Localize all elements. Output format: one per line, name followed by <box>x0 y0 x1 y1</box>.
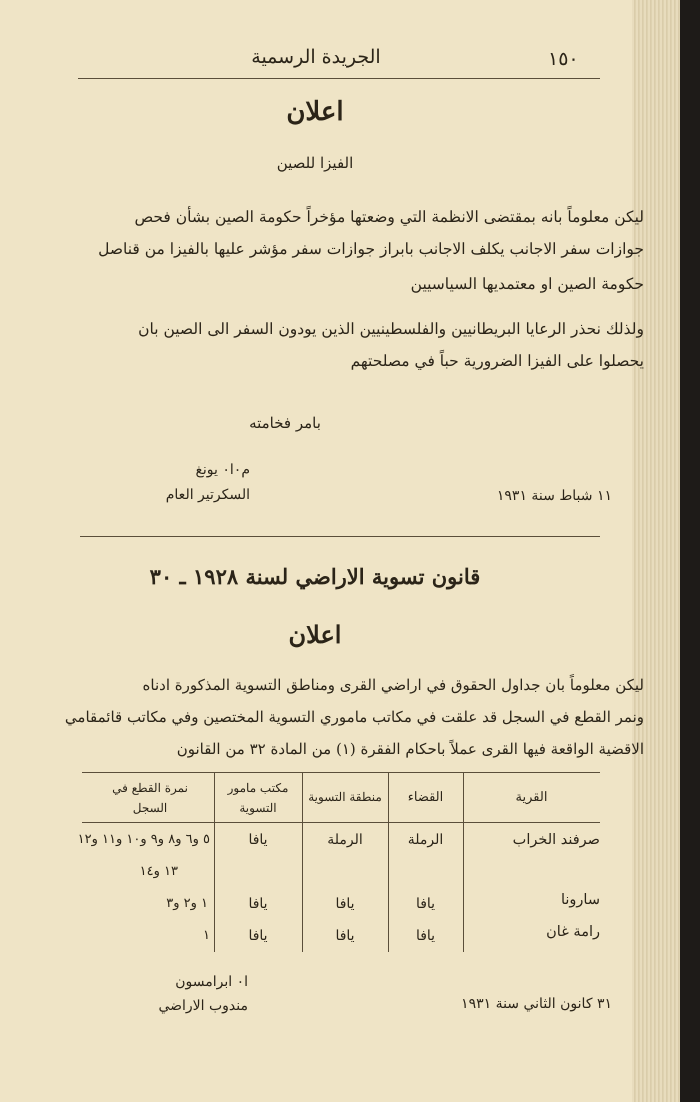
paragraph-line: ليكن معلوماً بان جداول الحقوق في اراضي القرى ومناطق التسوية المذكورة ادناه <box>142 676 644 694</box>
table-cell: ١ <box>203 928 210 943</box>
table-header-cell: مكتب مامور التسوية <box>227 781 289 815</box>
table-cell: يافا <box>415 928 436 944</box>
table-header-rule <box>82 822 600 823</box>
table-cell: ١ و٢ و٣ <box>166 896 208 911</box>
book-page-edges <box>632 0 680 1102</box>
table-cell: صرفند الخراب <box>512 832 600 848</box>
table-cell: يافا <box>415 896 436 912</box>
section-divider <box>80 536 600 537</box>
signatory-name: م٠ا٠ يونغ <box>195 462 250 478</box>
page-number: ١٥٠ <box>548 48 579 70</box>
table-cell: رامة غان <box>546 924 600 940</box>
table-cell: الرملة <box>327 832 363 848</box>
table-cell: الرملة <box>407 832 444 848</box>
table-header-cell: القضاء <box>407 790 444 805</box>
notice-subheading: الفيزا للصين <box>276 154 354 172</box>
signatory-title: السكرتير العام <box>165 487 250 503</box>
journal-title: الجريدة الرسمية <box>251 46 381 68</box>
table-cell: يافا <box>248 896 268 912</box>
signatory-name: ا٠ ابرامسون <box>175 974 248 990</box>
paragraph-line: الاقضية الواقعة فيها القرى عملاً باحكام الفقرة (١) من المادة ٣٢ من القانون <box>176 740 644 758</box>
law-title: قانون تسوية الاراضي لسنة ١٩٢٨ ـ ٣٠ <box>149 564 481 589</box>
header-rule <box>78 78 600 79</box>
table-column-divider <box>214 772 215 952</box>
paragraph-line: يحصلوا على الفيزا الضرورية حباً في مصلحتهم <box>350 352 644 370</box>
notice-date: ١١ شباط سنة ١٩٣١ <box>496 488 612 504</box>
table-header-cell: نمرة القطع في السجل <box>112 781 188 815</box>
order-line: بامر فخامته <box>249 414 321 432</box>
paragraph-line: ولذلك نحذر الرعايا البريطانيين والفلسطينيين الذين يودون السفر الى الصين بان <box>138 320 644 338</box>
table-cell: ٥ و٦ و٨ و٩ و١٠ و١١ و١٢ <box>77 832 210 847</box>
table-header-cell: منطقة التسوية <box>308 790 382 804</box>
signatory-title: مندوب الاراضي <box>158 998 248 1014</box>
table-cell: سارونا <box>560 892 600 908</box>
paragraph-line: ليكن معلوماً بانه بمقتضى الانظمة التي وضعتها مؤخراً حكومة الصين بشأن فحص <box>134 208 644 226</box>
notice-date: ٣١ كانون الثاني سنة ١٩٣١ <box>461 996 612 1012</box>
table-header-cell: القرية <box>515 790 548 805</box>
table-cell: يافا <box>335 896 355 912</box>
table-cell: يافا <box>335 928 355 944</box>
notice-heading: اعلان <box>288 620 342 649</box>
table-top-rule <box>82 772 600 773</box>
book-shadow <box>680 0 700 1102</box>
paragraph-line: حكومة الصين او معتمديها السياسيين <box>410 275 644 293</box>
notice-heading: اعلان <box>286 97 344 127</box>
table-cell: يافا <box>248 832 268 848</box>
paragraph-line: جوازات سفر الاجانب يكلف الاجانب بابراز جوازات سفر مؤشر عليها بالفيزا من قناصل <box>98 240 644 258</box>
table-cell: ١٣ و١٤ <box>139 864 178 879</box>
paragraph-line: ونمر القطع في السجل قد علقت في مكاتب ماموري التسوية المختصين وفي مكاتب قائمقامي <box>64 708 644 726</box>
table-cell: يافا <box>248 928 268 944</box>
